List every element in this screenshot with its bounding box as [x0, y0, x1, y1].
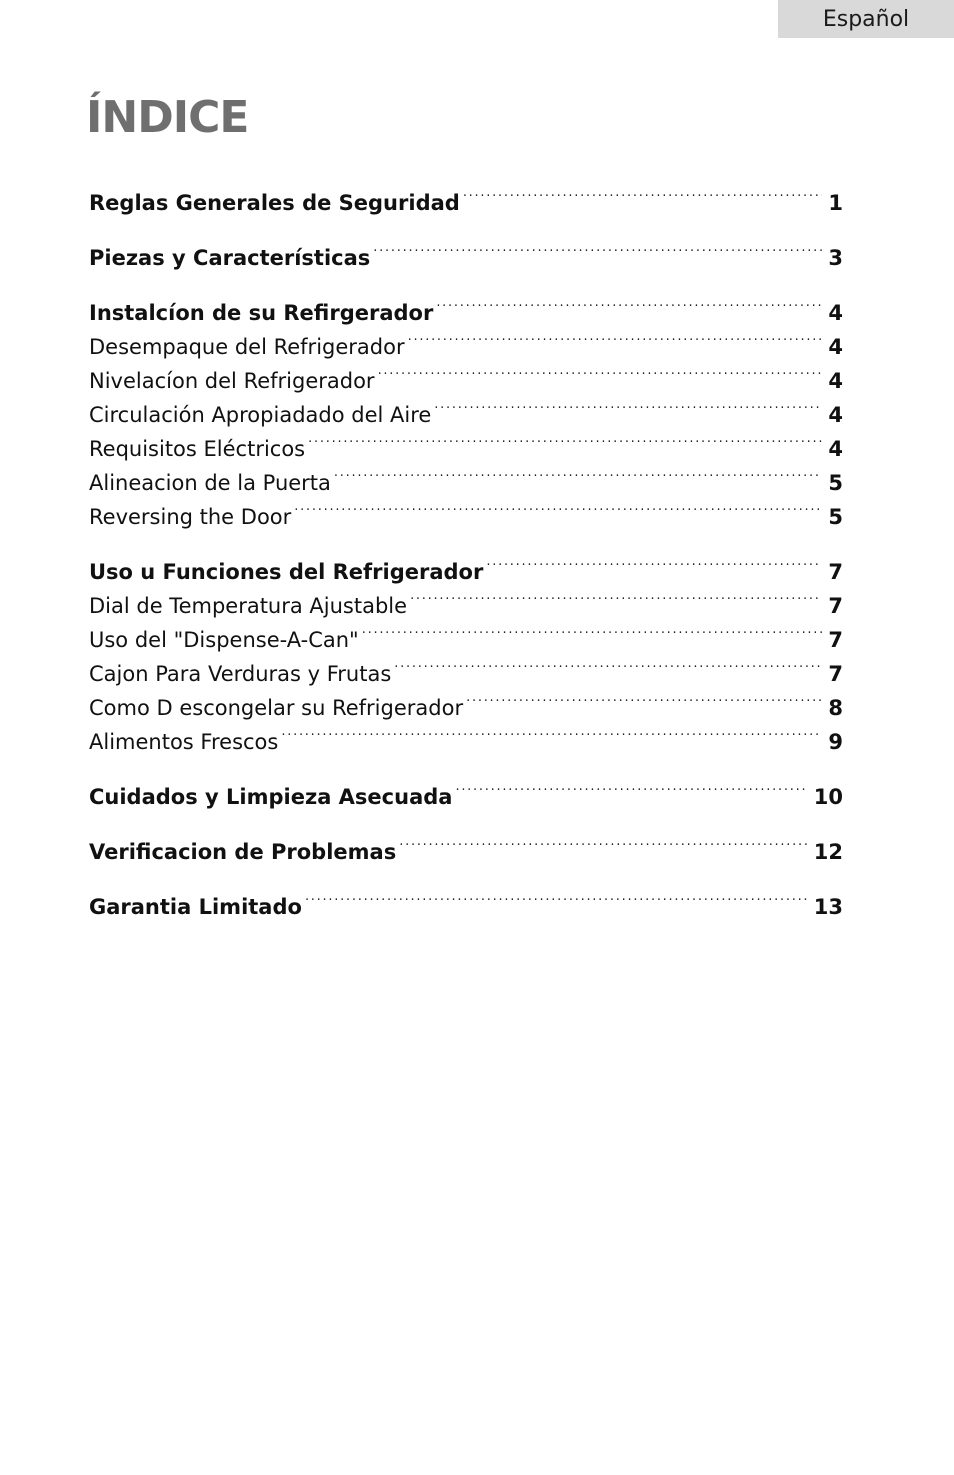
dot-leader: [281, 715, 822, 749]
toc-page-number: 5: [828, 471, 843, 495]
toc-page-number: 7: [828, 628, 843, 652]
dot-leader: [305, 880, 808, 914]
toc-entry-label: Requisitos Eléctricos: [89, 437, 306, 461]
toc-entry-label: Cajon Para Verduras y Frutas: [89, 662, 392, 686]
dot-leader: [294, 490, 822, 524]
toc-page-number: 1: [828, 191, 843, 215]
toc-page-number: 13: [813, 895, 843, 919]
toc-entry-label: Nivelacíon del Refrigerador: [89, 369, 375, 393]
toc-page-number: 3: [828, 246, 843, 270]
toc-page-number: 7: [828, 594, 843, 618]
dot-leader: [466, 681, 822, 715]
toc-page-number: 10: [813, 785, 843, 809]
toc-page-number: 7: [828, 662, 843, 686]
toc-entry-reglas-generales[interactable]: [89, 176, 843, 215]
toc-entry-label: Piezas y Características: [89, 246, 371, 270]
toc-entry-instalacion[interactable]: [89, 286, 843, 325]
toc-page-number: 4: [828, 437, 843, 461]
toc-entry-label: Reglas Generales de Seguridad: [89, 191, 460, 215]
page-title: ÍNDICE: [86, 92, 249, 143]
toc-page-number: 7: [828, 560, 843, 584]
dot-leader: [378, 354, 823, 388]
toc-entry-garantia[interactable]: [89, 880, 843, 919]
toc-entry-label: Cuidados y Limpieza Asecuada: [89, 785, 453, 809]
toc-entry-label: Reversing the Door: [89, 505, 292, 529]
toc-entry-verificacion[interactable]: [89, 825, 843, 864]
toc-entry-label: Uso del "Dispense-A-Can": [89, 628, 359, 652]
toc-entry-label: Instalcíon de su Refirgerador: [89, 301, 434, 325]
dot-leader: [463, 176, 823, 210]
toc-page-number: 4: [828, 369, 843, 393]
toc-entry-cuidados[interactable]: [89, 770, 843, 809]
toc-page-number: 9: [828, 730, 843, 754]
toc-page-number: 4: [828, 301, 843, 325]
toc-entry-label: Dial de Temperatura Ajustable: [89, 594, 408, 618]
toc-entry-piezas[interactable]: [89, 231, 843, 270]
dot-leader: [362, 613, 823, 647]
dot-leader: [486, 545, 822, 579]
dot-leader: [434, 388, 822, 422]
dot-leader: [394, 647, 822, 681]
toc-entry-label: Desempaque del Refrigerador: [89, 335, 405, 359]
dot-leader: [373, 231, 822, 265]
toc-page-number: 4: [828, 403, 843, 427]
dot-leader: [308, 422, 822, 456]
toc-entry-uso-funciones[interactable]: [89, 545, 843, 584]
toc-entry-label: Verificacion de Problemas: [89, 840, 397, 864]
dot-leader: [436, 286, 822, 320]
dot-leader: [334, 456, 822, 490]
toc-entry-label: Alimentos Frescos: [89, 730, 279, 754]
dot-leader: [410, 579, 822, 613]
toc-page-number: 4: [828, 335, 843, 359]
toc-entry-label: Como D escongelar su Refrigerador: [89, 696, 464, 720]
table-of-contents: [89, 176, 843, 919]
language-tab: Español: [778, 0, 954, 38]
dot-leader: [455, 770, 807, 804]
toc-entry-label: Alineacion de la Puerta: [89, 471, 331, 495]
dot-leader: [408, 320, 823, 354]
toc-entry-label: Garantia Limitado: [89, 895, 302, 919]
toc-page-number: 5: [828, 505, 843, 529]
toc-entry-label: Uso u Funciones del Refrigerador: [89, 560, 484, 584]
toc-page-number: 12: [813, 840, 843, 864]
toc-page-number: 8: [828, 696, 843, 720]
toc-entry-label: Circulación Apropiadado del Aire: [89, 403, 432, 427]
dot-leader: [399, 825, 808, 859]
